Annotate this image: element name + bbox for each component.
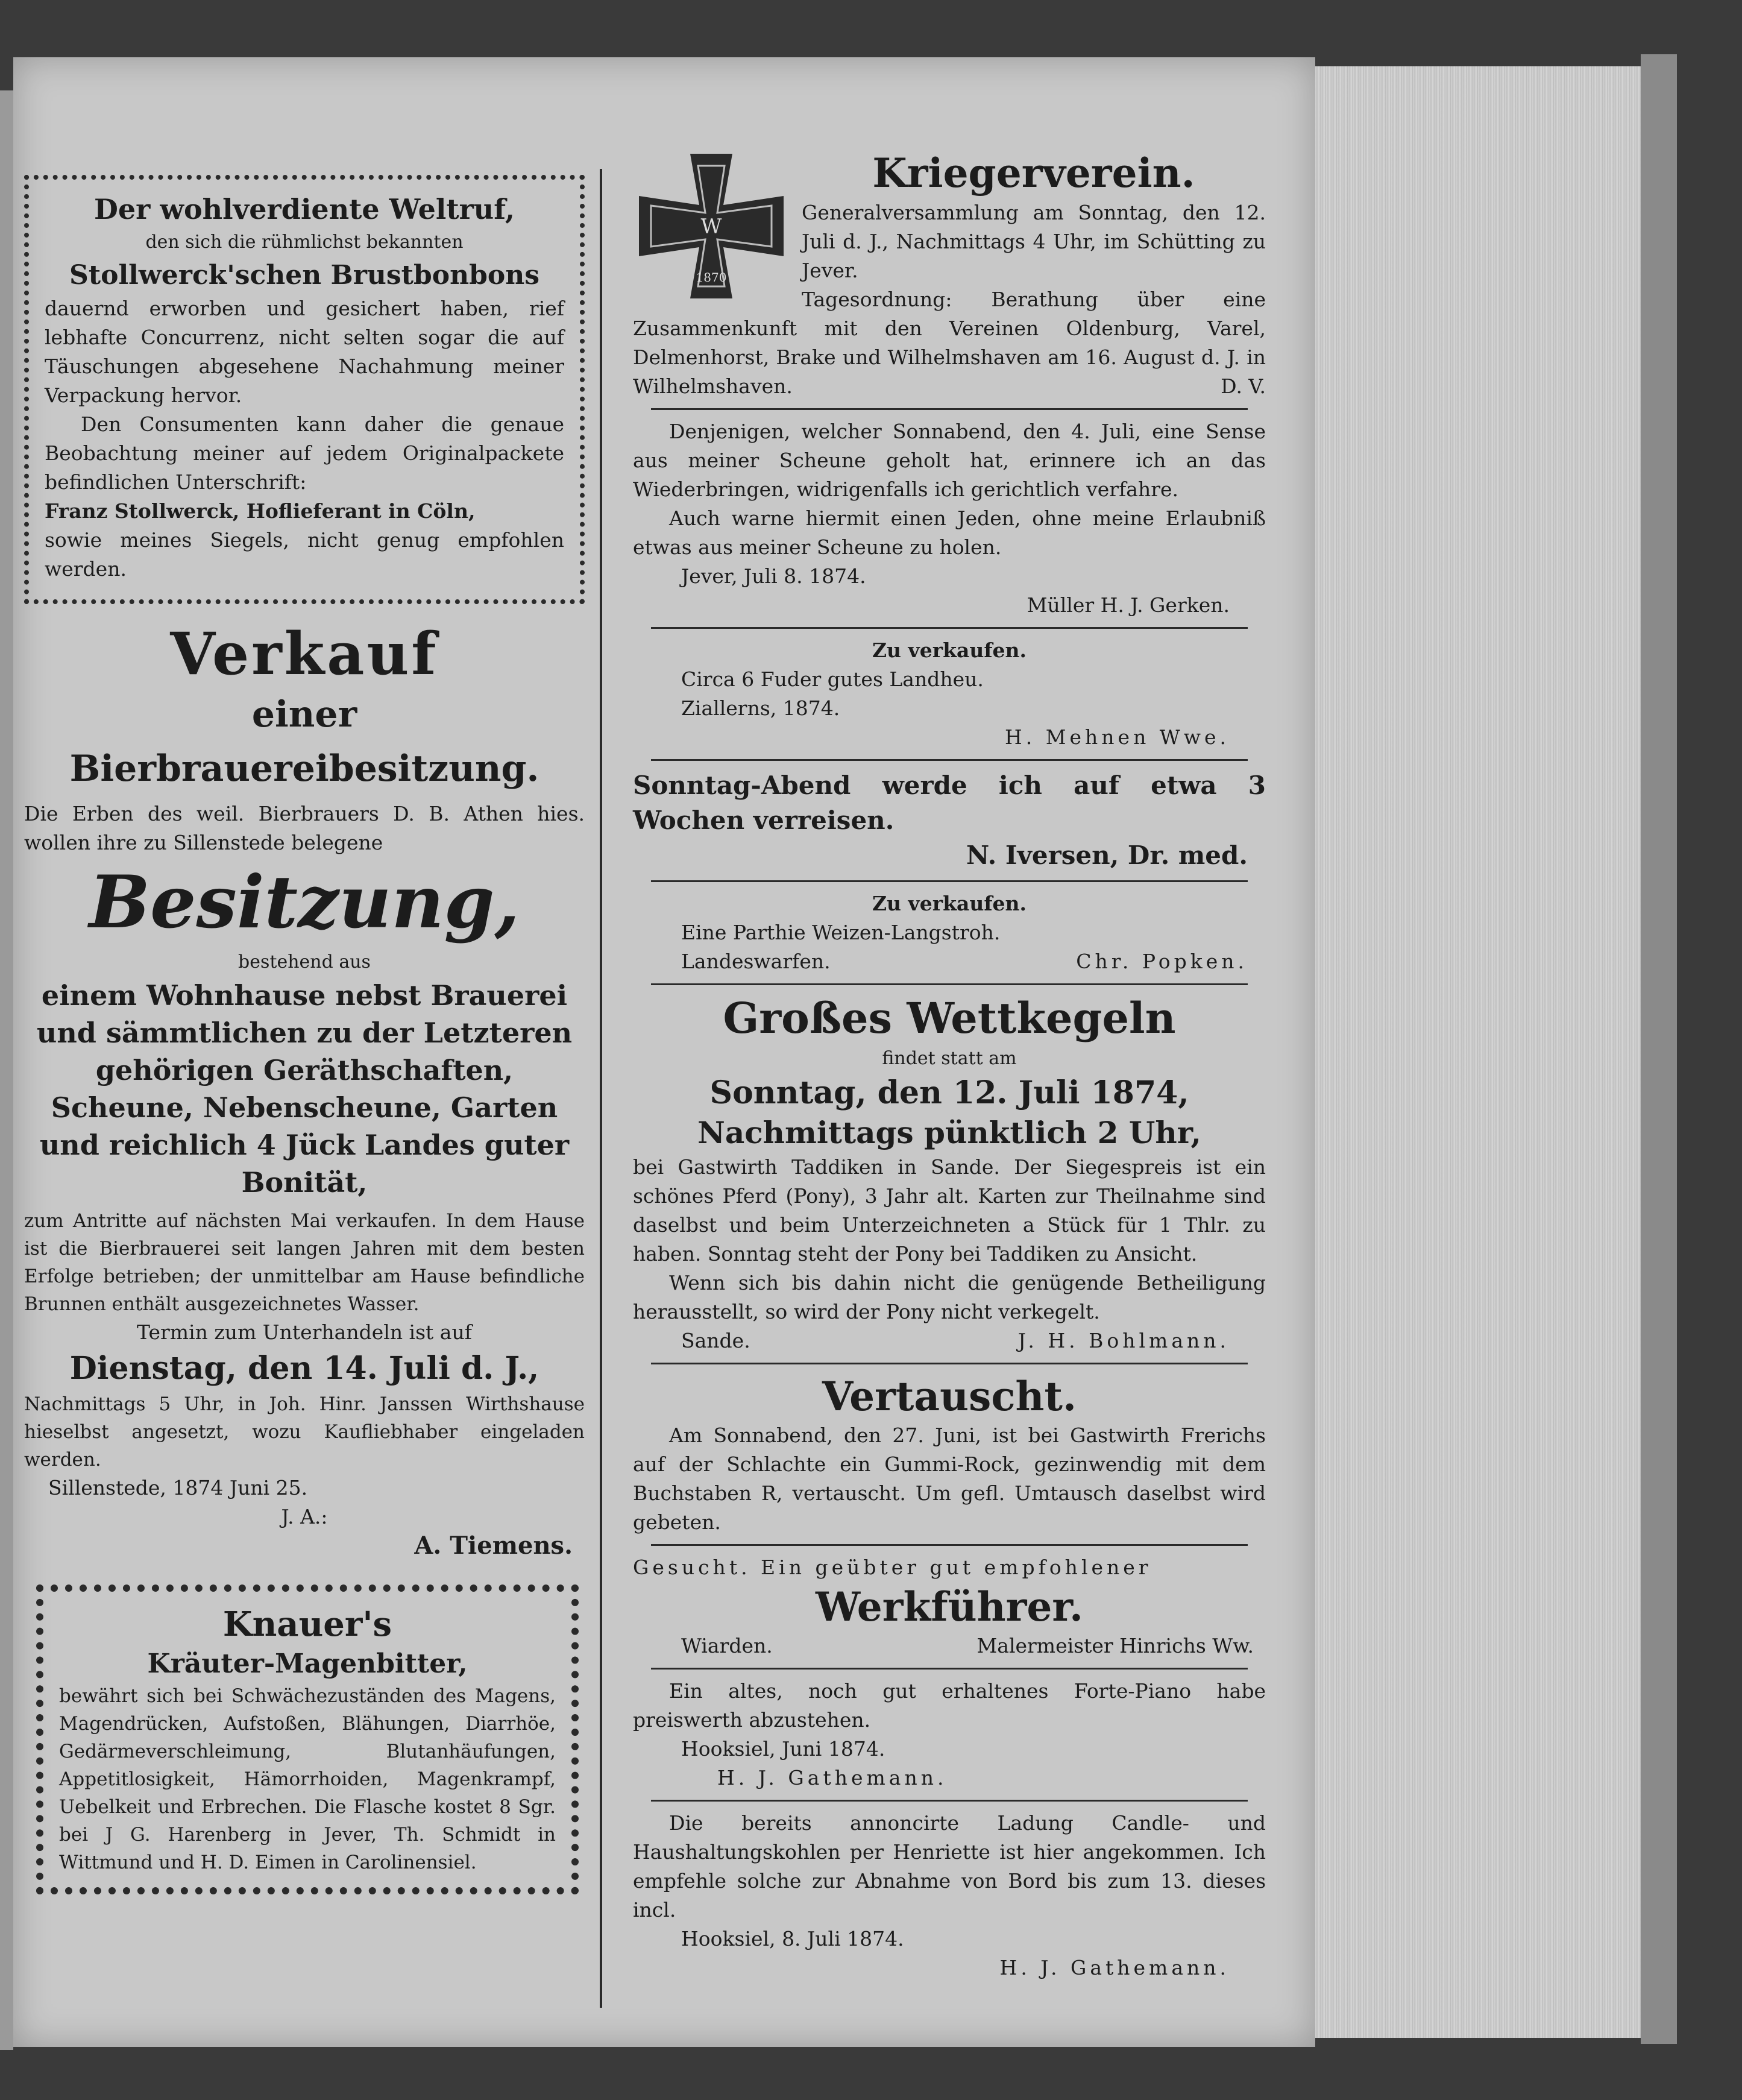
divider bbox=[651, 1363, 1248, 1364]
landheu-ad bbox=[633, 636, 1266, 752]
verkauf-place: Sillenstede, 1874 Juni 25. bbox=[48, 1476, 308, 1499]
weizen-place: Landeswarfen. bbox=[681, 950, 831, 973]
verkauf-desc: einem Wohnhause nebst Brauerei und sämmtlichen zu der Letzteren gehörigen Geräthschaften, Scheune, Nebenscheune, Garten und reichlich 4 Jück Landes guter Bonität, bbox=[36, 979, 573, 1199]
werkfuehrer-place: Wiarden. bbox=[681, 1634, 773, 1657]
stollwerck-body3: sowie meines Siegels, nicht genug empfohlen werden. bbox=[45, 528, 564, 581]
kegeln-ad bbox=[633, 992, 1266, 1355]
kohlen-sign: H. J. Gathemann. bbox=[999, 1956, 1230, 1979]
werkfuehrer-ad bbox=[633, 1553, 1266, 1660]
verkauf-body: zum Antritte auf nächsten Mai verkaufen. In dem Hause ist die Bierbrauerei seit langen Jahren mit dem besten Erfolge betrieben; der unmittelbar am Hause befindliche Brunnen enthält ausgezeichnetes Wasser. bbox=[24, 1210, 585, 1315]
reise-sign: N. Iversen, Dr. med. bbox=[966, 840, 1248, 870]
piano-sign: H. J. Gathemann. bbox=[717, 1766, 948, 1789]
knauer-body: bewährt sich bei Schwächezuständen des Magens, Magendrücken, Aufstoßen, Blähungen, Diarrhöe, Gedärmeverschleimung, Blutanhäufungen, Appetitlosigkeit, Hämorrhoiden, Magenkrampf, Uebelkeit und Erbrechen. Die Flasche kostet 8 Sgr. bei J G. Harenberg in Jever, Th. Schmidt in Wittmund und H. D. Eimen in Carolinensiel. bbox=[59, 1685, 556, 1873]
kegeln-time: Nachmittags pünktlich 2 Uhr, bbox=[697, 1115, 1201, 1150]
divider bbox=[651, 1800, 1248, 1802]
verkauf-title: Verkauf bbox=[170, 620, 439, 688]
divider bbox=[651, 1544, 1248, 1546]
piano-body: Ein altes, noch gut erhaltenes Forte-Piano habe preiswerth abzustehen. bbox=[633, 1679, 1266, 1732]
stollwerck-title: Der wohlverdiente Weltruf, bbox=[93, 193, 515, 225]
verkauf-termin: Termin zum Unterhandeln ist auf bbox=[137, 1320, 472, 1344]
divider bbox=[651, 408, 1248, 410]
sense-sign: Müller H. J. Gerken. bbox=[1027, 593, 1230, 617]
verkauf-date: Dienstag, den 14. Juli d. J., bbox=[69, 1350, 539, 1387]
knauer-ad bbox=[36, 1584, 579, 1894]
landheu-sign: H. Mehnen Wwe. bbox=[1004, 725, 1230, 749]
kohlen-place: Hooksiel, 8. Juli 1874. bbox=[681, 1927, 904, 1950]
sense-body: Denjenigen, welcher Sonnabend, den 4. Juli, eine Sense aus meiner Scheune geholt hat, erinnere ich an das Wiederbringen, widrigenfalls ich gerichtlich verfahre. bbox=[633, 420, 1266, 501]
vertauscht-title: Vertauscht. bbox=[822, 1373, 1077, 1420]
weizen-sign: Chr. Popken. bbox=[1076, 950, 1248, 973]
column-divider bbox=[600, 169, 602, 2008]
stollwerck-ad bbox=[24, 175, 585, 604]
kegeln-findet: findet statt am bbox=[882, 1048, 1017, 1069]
kegeln-body: bei Gastwirth Taddiken in Sande. Der Siegespreis ist ein schönes Pferd (Pony), 3 Jahr alt. Karten zur Theilnahme sind daselbst und beim Unterzeichneten a Stück für 1 Thlr. zu haben. Sonntag steht der Pony bei Taddiken zu Ansicht. bbox=[633, 1155, 1266, 1266]
verkauf-body2: Nachmittags 5 Uhr, in Joh. Hinr. Janssen Wirthshause hieselbst angesetzt, wozu Kaufliebhaber eingeladen werden. bbox=[24, 1393, 585, 1471]
piano-ad bbox=[633, 1677, 1266, 1793]
vertauscht-ad bbox=[633, 1372, 1266, 1537]
divider bbox=[651, 880, 1248, 882]
krieger-body: Generalversammlung am Sonntag, den 12. Juli d. J., Nachmittags 4 Uhr, im Schütting zu Jever. bbox=[802, 201, 1266, 282]
kegeln-sign: J. H. Bohlmann. bbox=[1017, 1329, 1230, 1352]
stollwerck-signature: Franz Stollwerck, Hoflieferant in Cöln, bbox=[45, 499, 476, 523]
verkauf-big: Besitzung, bbox=[89, 860, 520, 945]
weizen-ad bbox=[633, 889, 1266, 976]
werkfuehrer-sign: Malermeister Hinrichs Ww. bbox=[976, 1634, 1254, 1657]
werkfuehrer-title: Werkführer. bbox=[815, 1583, 1084, 1630]
stollwerck-line: den sich die rühmlichst bekannten bbox=[145, 232, 464, 253]
weizen-body: Eine Parthie Weizen-Langstroh. bbox=[681, 921, 1001, 944]
kegeln-body2: Wenn sich bis dahin nicht die genügende Betheiligung herausstellt, so wird der Pony nicht verkegelt. bbox=[633, 1271, 1266, 1323]
right-column bbox=[633, 148, 1266, 1982]
previous-page-edge bbox=[0, 90, 13, 2050]
sense-ad bbox=[633, 417, 1266, 620]
krieger-sign: D. V. bbox=[1221, 374, 1266, 398]
stollwerck-brand: Stollwerck'schen Brustbonbons bbox=[69, 260, 539, 291]
iron-cross-icon bbox=[633, 148, 790, 304]
knauer-title: Knauer's bbox=[222, 1604, 392, 1644]
divider bbox=[651, 1668, 1248, 1670]
verkauf-intro: Die Erben des weil. Bierbrauers D. B. Athen hies. wollen ihre zu Sillenstede belegene bbox=[24, 802, 585, 854]
left-column bbox=[24, 175, 585, 1894]
piano-place: Hooksiel, Juni 1874. bbox=[681, 1737, 885, 1761]
kohlen-body: Die bereits annoncirte Ladung Candle- und Haushaltungskohlen per Henriette ist hier angekommen. Ich empfehle solche zur Abnahme von Bord bis zum 13. dieses incl. bbox=[633, 1811, 1266, 1922]
book-cover-edge bbox=[1641, 54, 1677, 2044]
verkauf-sign: A. Tiemens. bbox=[414, 1531, 573, 1560]
vertauscht-body: Am Sonnabend, den 27. Juni, ist bei Gastwirth Frerichs auf der Schlachte ein Gummi-Rock, gezinwendig mit dem Buchstaben R, vertauscht. Um gefl. Umtausch daselbst wird gebeten. bbox=[633, 1424, 1266, 1534]
kegeln-title: Großes Wettkegeln bbox=[723, 993, 1176, 1043]
landheu-body: Circa 6 Fuder gutes Landheu. bbox=[681, 667, 984, 691]
kegeln-place: Sande. bbox=[681, 1329, 750, 1352]
reise-body: Sonntag-Abend werde ich auf etwa 3 Wochen verreisen. bbox=[633, 771, 1266, 835]
verkauf-consisting: bestehend aus bbox=[238, 951, 371, 973]
knauer-subtitle: Kräuter-Magenbitter, bbox=[147, 1648, 468, 1679]
landheu-title: Zu verkaufen. bbox=[872, 639, 1027, 662]
divider bbox=[651, 983, 1248, 985]
werkfuehrer-intro: Gesucht. Ein geübter gut empfohlener bbox=[633, 1556, 1152, 1579]
sense-place: Jever, Juli 8. 1874. bbox=[681, 564, 866, 588]
verkauf-subtitle: einer Bierbrauereibesitzung. bbox=[69, 693, 539, 790]
kegeln-date: Sonntag, den 12. Juli 1874, bbox=[709, 1074, 1189, 1111]
verkauf-ad bbox=[24, 621, 585, 1560]
cross-year: 1870 bbox=[696, 270, 727, 285]
book-page-edges bbox=[1315, 66, 1641, 2038]
divider bbox=[651, 627, 1248, 629]
verkauf-ia: J. A.: bbox=[281, 1505, 328, 1528]
weizen-title: Zu verkaufen. bbox=[872, 892, 1027, 915]
stollwerck-body2: Den Consumenten kann daher die genaue Beobachtung meiner auf jedem Originalpackete befindlichen Unterschrift: bbox=[45, 412, 564, 494]
landheu-place: Ziallerns, 1874. bbox=[681, 696, 840, 720]
reise-ad bbox=[633, 768, 1266, 873]
krieger-agenda: Tagesordnung: Berathung über eine Zusammenkunft mit den Vereinen Oldenburg, Varel, Delmenhorst, Brake und Wilhelmshaven am 16. August d. J. in Wilhelmshaven. bbox=[633, 288, 1266, 398]
sense-body2: Auch warne hiermit einen Jeden, ohne meine Erlaubniß etwas aus meiner Scheune zu holen. bbox=[633, 506, 1266, 559]
divider bbox=[651, 759, 1248, 761]
krieger-title: Kriegerverein. bbox=[872, 150, 1195, 197]
krieger-ad bbox=[633, 148, 1266, 401]
stollwerck-body: dauernd erworben und gesichert haben, rief lebhafte Concurrenz, nicht selten sogar die auf Täuschungen abgesehene Nachahmung meiner Verpackung hervor. bbox=[45, 297, 564, 407]
kohlen-ad bbox=[633, 1809, 1266, 1982]
cross-letter: W bbox=[700, 215, 722, 239]
